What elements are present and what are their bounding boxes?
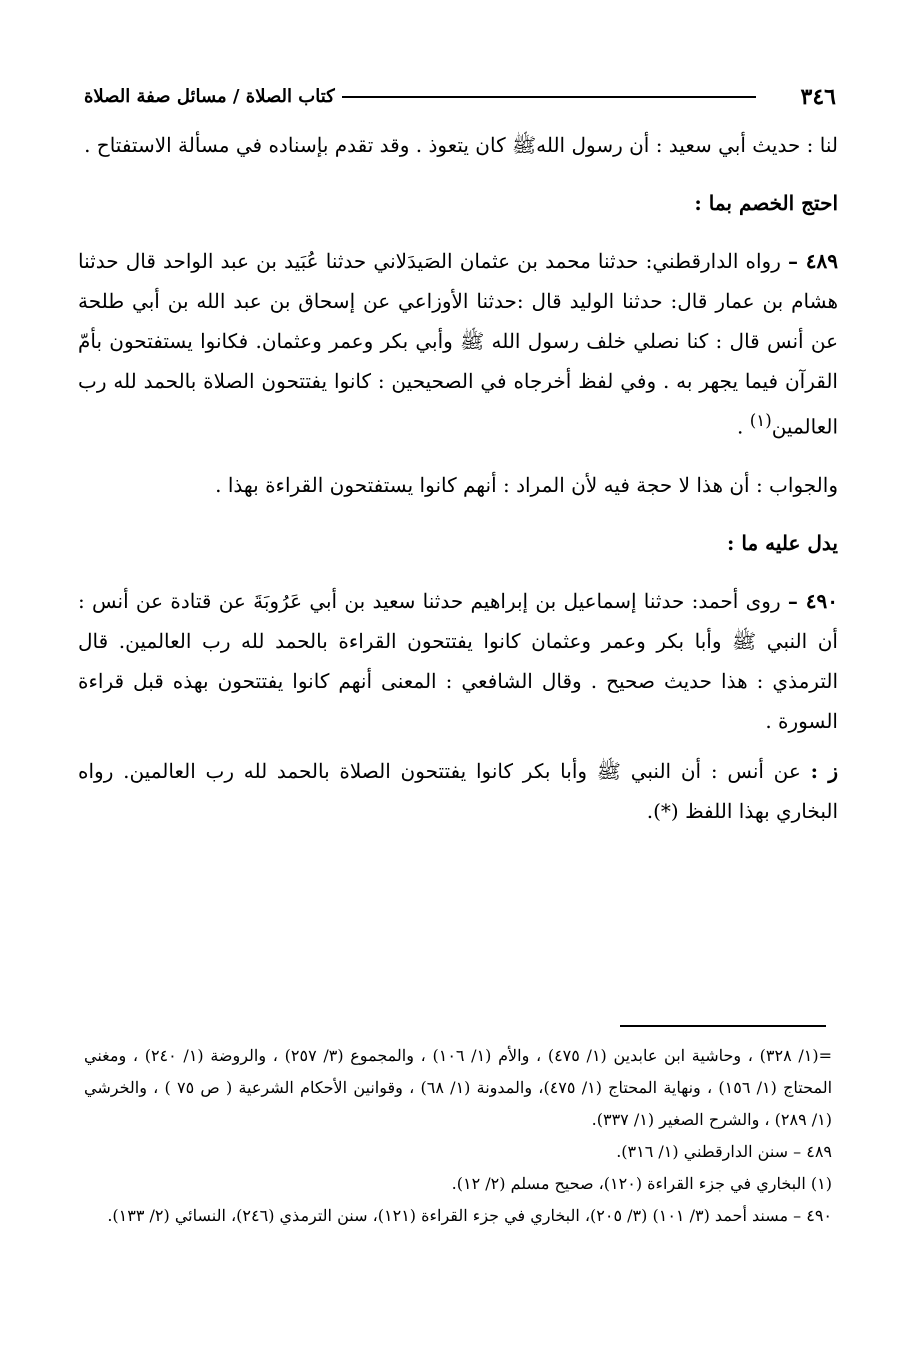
header-title: كتاب الصلاة / مسائل صفة الصلاة — [84, 86, 335, 107]
running-header — [84, 82, 836, 112]
heading-supporting-evidence: يدل عليه ما : — [727, 530, 838, 555]
page-number: ٣٤٦ — [800, 84, 836, 110]
header-rule — [342, 96, 756, 98]
paragraph-489-end: . — [737, 414, 750, 439]
paragraph-490-text: روى أحمد: حدثنا إسماعيل بن إبراهيم حدثنا سعيد بن أبي عَرُوبَةَ عن قتادة عن أنس : أن النبي ﷺ وأبا بكر وعمر وعثمان كانوا يفتتحون القراءة بالحمد لله رب العالمين. قال الترمذي : هذا حديث صحيح . وقال الشافعي : المعنى أنهم كانوا يفتتحون بهذه قبل قراءة السورة . — [78, 588, 838, 733]
footnotes — [84, 1040, 832, 1232]
heading-opponent-evidence: احتج الخصم بما : — [694, 191, 838, 215]
paragraph-answer: والجواب : أن هذا لا حجة فيه لأن المراد : أنهم كانوا يستفتحون القراءة بهذا . — [215, 472, 838, 497]
footnote-490: ٤٩٠ – مسند أحمد (٣/ ١٠١) (٣/ ٢٠٥)، البخاري في جزء القراءة (١٢١)، سنن الترمذي (٢٤٦)، النسائي (٢/ ١٣٣). — [107, 1206, 832, 1225]
item-number-489: ٤٨٩ – — [788, 249, 838, 273]
paragraph-zay-text: عن أنس : أن النبي ﷺ وأبا بكر كانوا يفتتحون الصلاة بالحمد لله رب العالمين. رواه البخاري بهذا اللفظ (*). — [78, 758, 838, 823]
paragraph-zay — [78, 751, 838, 831]
paragraph-489 — [78, 241, 838, 447]
footnote-separator — [620, 1025, 826, 1027]
footnote-ref-1: (١) — [749, 411, 772, 430]
footnote-1: (١) البخاري في جزء القراءة (١٢٠)، صحيح مسلم (٢/ ١٢). — [451, 1174, 832, 1193]
zay-mark: ز : — [810, 758, 838, 783]
item-number-490: ٤٩٠ – — [787, 588, 838, 613]
footnote-continued: =(١/ ٣٢٨) ، وحاشية ابن عابدين (١/ ٤٧٥) ، والأم (١/ ١٠٦) ، والمجموع (٣/ ٢٥٧) ، والروضة (١/ ٢٤٠) ، ومغني المحتاج (١/ ١٥٦) ، ونهاية المحتاج (١/ ٤٧٥)، والمدونة (١/ ٦٨) ، وقوانين الأحكام الشرعية ( ص ٧٥ ) ، والخرشي (١/ ٢٨٩) ، والشرح الصغير (١/ ٣٣٧). — [84, 1046, 833, 1129]
paragraph-490 — [78, 581, 838, 741]
main-text — [78, 125, 838, 831]
paragraph-489-text: رواه الدارقطني: حدثنا محمد بن عثمان الصَيدَلاني حدثنا عُبَيد بن عبد الواحد قال حدثنا هشام بن عمار قال: حدثنا الوليد قال :حدثنا الأوزاعي عن إسحاق بن عبد الله بن أبي طلحة عن أنس قال : كنا نصلي خلف رسول الله ﷺ وأبي بكر وعمر وعثمان. فكانوا يستفتحون بأمّ القرآن فيما يجهر به . وفي لفظ أخرجاه في الصحيحين : كانوا يفتتحون الصلاة بالحمد لله رب العالمين — [78, 249, 838, 439]
paragraph-intro: لنا : حديث أبي سعيد : أن رسول اللهﷺ كان يتعوذ . وقد تقدم بإسناده في مسألة الاستفتاح . — [84, 133, 838, 157]
footnote-489: ٤٨٩ – سنن الدارقطني (١/ ٣١٦). — [616, 1142, 832, 1161]
